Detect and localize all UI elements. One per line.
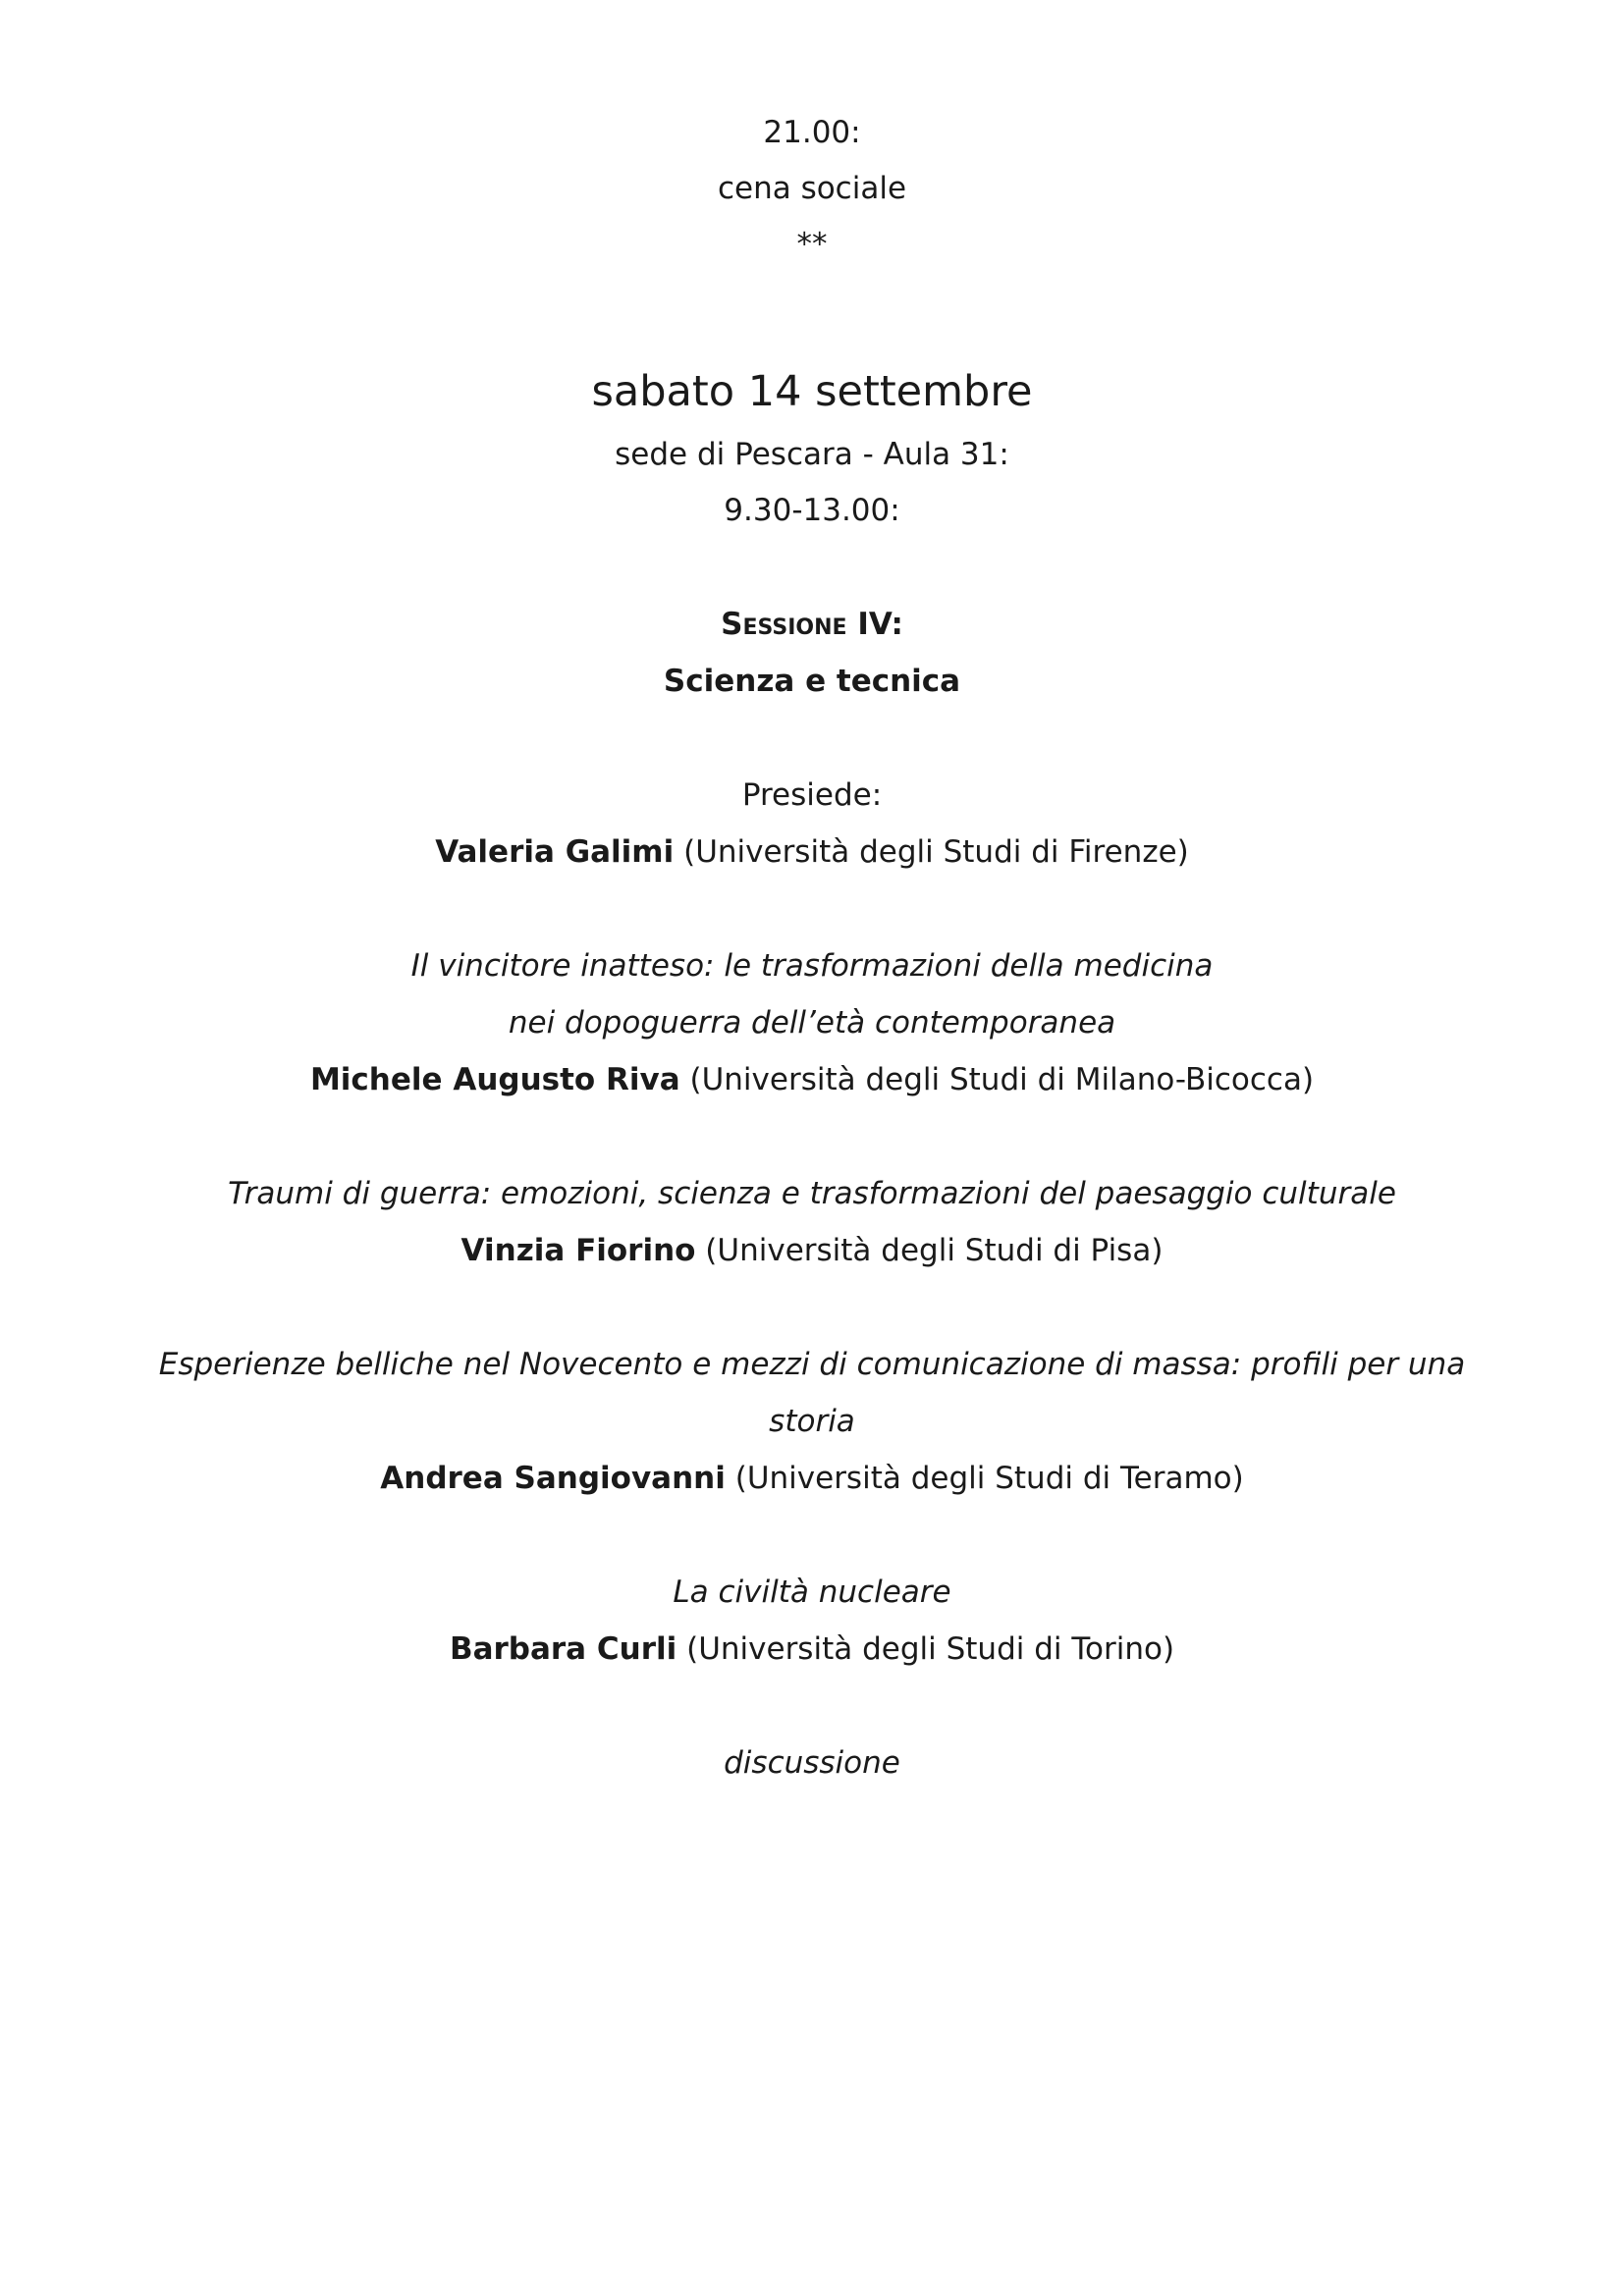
speaker-affiliation: (Università degli Studi di Pisa): [695, 1233, 1164, 1268]
talk-title-line: La civiltà nucleare: [673, 1575, 951, 1610]
closing-discussion: discussione: [724, 1745, 900, 1781]
speaker-name: Vinzia Fiorino: [460, 1233, 696, 1268]
speaker-name: Andrea Sangiovanni: [380, 1461, 726, 1496]
session-title: Scienza e tecnica: [663, 664, 961, 699]
speaker-name: Barbara Curli: [449, 1631, 677, 1667]
talk-title-line: nei dopoguerra dell’età contemporanea: [508, 1005, 1116, 1041]
chair-label: Presiede:: [741, 777, 883, 813]
talk-speaker: [147, 1629, 1477, 1669]
speaker-affiliation: (Università degli Studi di Torino): [677, 1631, 1175, 1667]
chair-name: Valeria Galimi: [435, 834, 675, 870]
session-hours: 9.30-13.00:: [724, 493, 900, 528]
talk-title-line: storia: [769, 1404, 855, 1439]
talk-speaker: [147, 1060, 1477, 1099]
evening-event: cena sociale: [717, 171, 907, 206]
speaker-affiliation: (Università degli Studi di Milano-Bicocca): [679, 1062, 1315, 1097]
talk-speaker: [147, 1231, 1477, 1270]
speaker-affiliation: (Università degli Studi di Teramo): [725, 1461, 1244, 1496]
talk-title-line: Esperienze belliche nel Novecento e mezzi di comunicazione di massa: profili per una: [158, 1347, 1466, 1382]
talk-speaker: [147, 1459, 1477, 1498]
section-separator: **: [796, 227, 828, 262]
talk-title-line: Traumi di guerra: emozioni, scienza e trasformazioni del paesaggio culturale: [228, 1176, 1396, 1211]
venue: sede di Pescara - Aula 31:: [615, 437, 1009, 472]
chair-entry: [147, 832, 1477, 872]
day-heading: sabato 14 settembre: [591, 367, 1033, 416]
talk-title-line: Il vincitore inatteso: le trasformazioni della medicina: [410, 948, 1214, 984]
evening-time: 21.00:: [763, 115, 861, 150]
speaker-name: Michele Augusto Riva: [309, 1062, 680, 1097]
chair-affiliation: (Università degli Studi di Firenze): [674, 834, 1189, 870]
session-label: Sessione IV:: [721, 607, 903, 642]
